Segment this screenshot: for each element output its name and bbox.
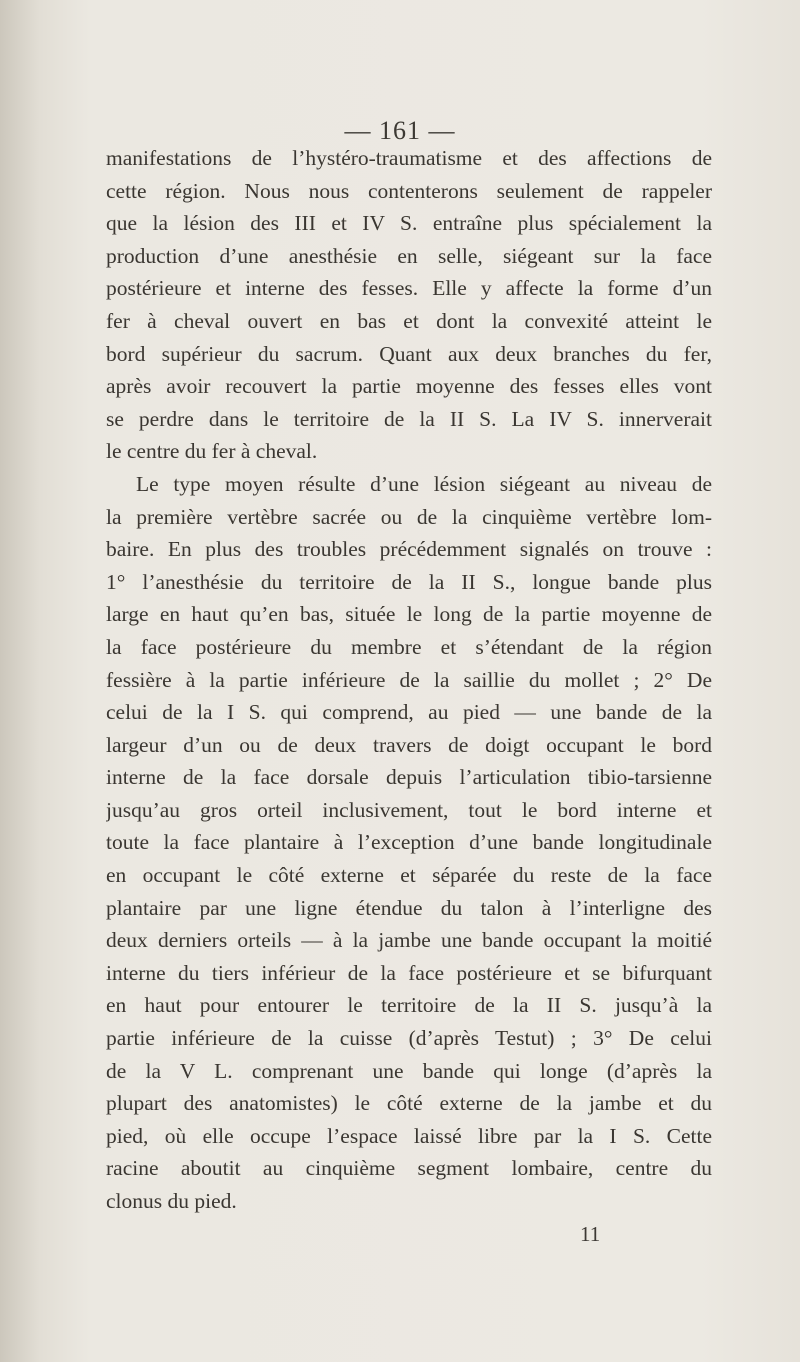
text-line: celui de la I S. qui comprend, au pied — une bande de la <box>106 700 712 725</box>
text-line: cette région. Nous nous contenterons seulement de rappeler <box>106 178 712 203</box>
text-line: postérieure et interne des fesses. Elle y affecte la forme d’un <box>106 276 712 301</box>
text-line: en occupant le côté externe et séparée du reste de la face <box>106 863 712 888</box>
text-line: la première vertèbre sacrée ou de la cinquième vertèbre lom- <box>106 504 712 529</box>
text-line: de la V L. comprenant une bande qui longe (d’après la <box>106 1058 712 1083</box>
text-line: que la lésion des III et IV S. entraîne plus spécialement la <box>106 211 712 236</box>
text-line: fessière à la partie inférieure de la saillie du mollet ; 2° De <box>106 667 712 692</box>
text-line: se perdre dans le territoire de la II S. La IV S. innerverait <box>106 406 712 431</box>
text-line: Le type moyen résulte d’une lésion siégeant au niveau de <box>136 471 712 496</box>
signature-mark: 11 <box>580 1222 601 1246</box>
text-line: production d’une anesthésie en selle, siégeant sur la face <box>106 243 712 268</box>
text-line: pied, où elle occupe l’espace laissé libre par la I S. Cette <box>106 1123 712 1148</box>
text-line: plantaire par une ligne étendue du talon à l’interligne des <box>106 895 712 920</box>
text-line: toute la face plantaire à l’exception d’une bande longitudinale <box>106 830 712 855</box>
text-line: largeur d’un ou de deux travers de doigt occupant le bord <box>106 732 712 757</box>
text-line: fer à cheval ouvert en bas et dont la convexité atteint le <box>106 308 712 333</box>
text-line: interne de la face dorsale depuis l’articulation tibio-tarsienne <box>106 765 712 790</box>
text-line: bord supérieur du sacrum. Quant aux deux branches du fer, <box>106 341 712 366</box>
text-line: deux derniers orteils — à la jambe une bande occupant la moitié <box>106 928 712 953</box>
text-line: jusqu’au gros orteil inclusivement, tout le bord interne et <box>106 797 712 822</box>
body-text <box>106 142 712 1218</box>
text-line: après avoir recouvert la partie moyenne des fesses elles vont <box>106 374 712 399</box>
page-number-header: — 161 — <box>344 116 456 145</box>
text-line: en haut pour entourer le territoire de la II S. jusqu’à la <box>106 993 712 1018</box>
text-line: baire. En plus des troubles précédemment signalés on trouve : <box>106 537 712 562</box>
text-line: partie inférieure de la cuisse (d’après Testut) ; 3° De celui <box>106 1026 712 1051</box>
text-line: plupart des anatomistes) le côté externe de la jambe et du <box>106 1091 712 1116</box>
text-line: large en haut qu’en bas, située le long de la partie moyenne de <box>106 602 712 627</box>
text-line: la face postérieure du membre et s’étendant de la région <box>106 634 712 659</box>
text-line: manifestations de l’hystéro-traumatisme et des affections de <box>106 146 712 170</box>
text-line: interne du tiers inférieur de la face postérieure et se bifurquant <box>106 960 712 985</box>
text-line: clonus du pied. <box>106 1189 237 1213</box>
text-line: le centre du fer à cheval. <box>106 439 318 464</box>
text-line: 1° l’anesthésie du territoire de la II S., longue bande plus <box>106 569 712 594</box>
text-line: racine aboutit au cinquième segment lombaire, centre du <box>106 1156 712 1181</box>
